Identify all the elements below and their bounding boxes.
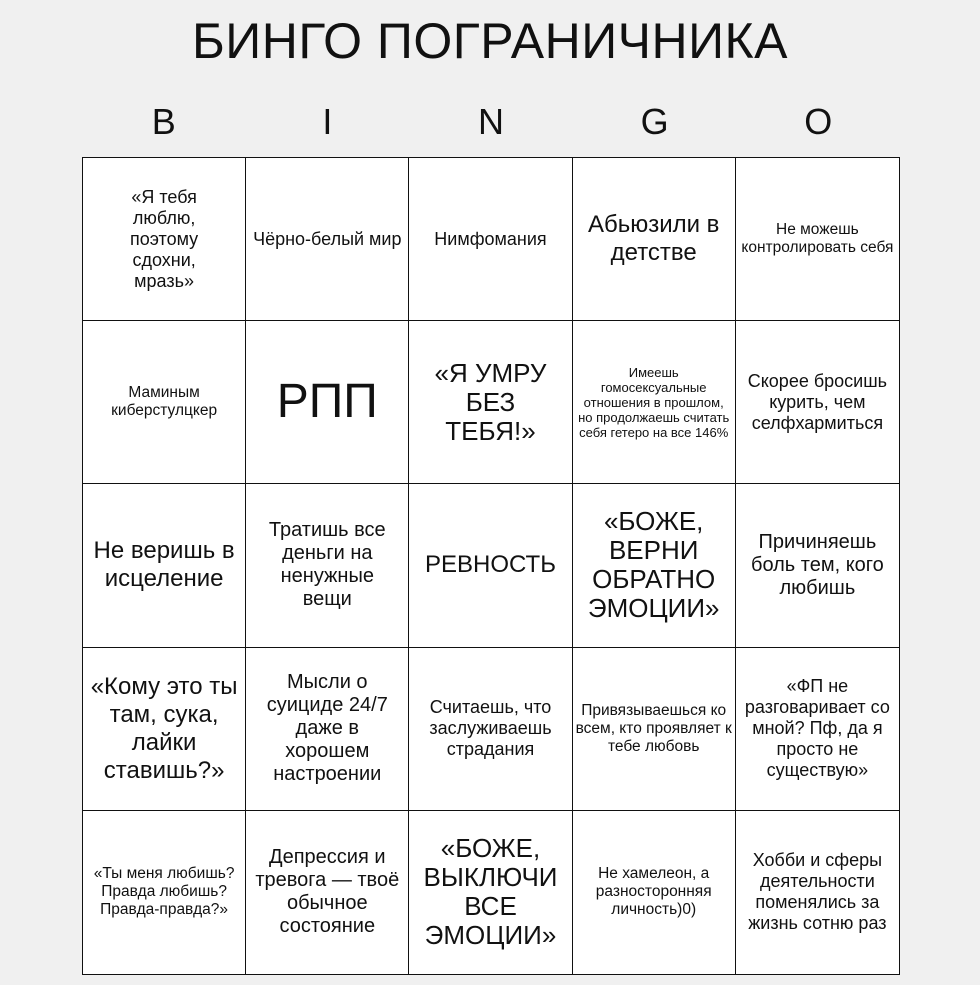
bingo-cell[interactable] [573, 321, 736, 484]
bingo-cell[interactable] [83, 811, 246, 974]
bingo-letters-row [82, 98, 900, 146]
bingo-cell-text: Тратишь все деньги на ненужные вещи [268, 519, 386, 611]
bingo-cell-text: Нимфомания [434, 228, 547, 249]
bingo-letter-b: B [151, 101, 176, 142]
bingo-cell-text: Абьюзили в детстве [587, 211, 720, 267]
bingo-cell[interactable] [573, 484, 736, 647]
bingo-cell-text: Привязываешься ко всем, кто проявляет к тебе любовь [575, 701, 732, 755]
bingo-letter-o: O [804, 101, 833, 142]
bingo-cell[interactable] [409, 158, 572, 321]
bingo-cell-text: РЕВНОСТЬ [425, 551, 556, 579]
bingo-cell-text: «БОЖЕ, ВЕРНИ ОБРАТНО ЭМОЦИИ» [587, 506, 720, 624]
bingo-cell-text: Депрессия и тревога — твоё обычное состояние [255, 846, 400, 938]
bingo-cell-text: Хобби и сферы деятельности поменялись за жизнь сотню раз [748, 850, 887, 934]
bingo-letter-n: N [477, 101, 504, 142]
bingo-cell[interactable] [246, 321, 409, 484]
bingo-cell[interactable] [409, 321, 572, 484]
bingo-cell[interactable] [83, 484, 246, 647]
bingo-cell-text: «Я тебя люблю, поэтому сдохни, мразь» [130, 186, 199, 291]
bingo-cell[interactable] [736, 484, 899, 647]
bingo-cell[interactable] [83, 321, 246, 484]
bingo-cell[interactable] [736, 158, 899, 321]
bingo-cell-text: Не хамелеон, а разносторонняя личность)0) [595, 865, 712, 919]
bingo-cell[interactable] [246, 648, 409, 811]
bingo-cell[interactable] [573, 811, 736, 974]
page-title: БИНГО ПОГРАНИЧНИКА [191, 13, 789, 69]
bingo-cell[interactable] [246, 158, 409, 321]
bingo-cell-text: «Кому это ты там, сука, лайки ставишь?» [90, 672, 238, 784]
bingo-cell-text: Имеешь гомосексуальные отношения в прошлом, но продолжаешь считать себя гетеро на все 146% [578, 364, 730, 440]
bingo-cell[interactable] [736, 811, 899, 974]
bingo-cell[interactable] [736, 321, 899, 484]
bingo-cell[interactable] [736, 648, 899, 811]
bingo-cell-text: «Ты меня любишь? Правда любишь? Правда-правда?» [93, 865, 235, 919]
bingo-cell-text: РПП [276, 375, 378, 429]
bingo-cell-text: Маминым киберстулцкер [111, 384, 218, 420]
bingo-cell[interactable] [573, 158, 736, 321]
bingo-letter-i: I [322, 101, 333, 142]
bingo-letter-g: G [640, 101, 669, 142]
bingo-grid [82, 157, 900, 975]
bingo-cell[interactable] [573, 648, 736, 811]
bingo-cell-text: Не можешь контролировать себя [741, 221, 894, 257]
bingo-cell[interactable] [409, 811, 572, 974]
bingo-cell-text: Считаешь, что заслуживаешь страдания [429, 697, 552, 760]
bingo-cell[interactable] [83, 648, 246, 811]
bingo-cell[interactable] [409, 484, 572, 647]
bingo-cell-text: Причиняешь боль тем, кого любишь [750, 530, 884, 599]
bingo-cell[interactable] [409, 648, 572, 811]
bingo-cell-text: «Я УМРУ БЕЗ ТЕБЯ!» [434, 357, 547, 446]
bingo-cell-text: Скорее бросишь курить, чем селфхармиться [747, 370, 888, 433]
bingo-cell-text: «ФП не разговаривает со мной? Пф, да я просто не существую» [744, 676, 890, 781]
bingo-cell-text: Не веришь в исцеление [93, 537, 235, 593]
bingo-cell-text: Чёрно-белый мир [253, 228, 402, 249]
bingo-cell[interactable] [83, 158, 246, 321]
bingo-cell[interactable] [246, 811, 409, 974]
bingo-cell-text: «БОЖЕ, ВЫКЛЮЧИ ВСЕ ЭМОЦИИ» [423, 833, 558, 951]
bingo-cell[interactable] [246, 484, 409, 647]
bingo-cell-text: Мысли о суициде 24/7 даже в хорошем настроении [266, 671, 388, 786]
